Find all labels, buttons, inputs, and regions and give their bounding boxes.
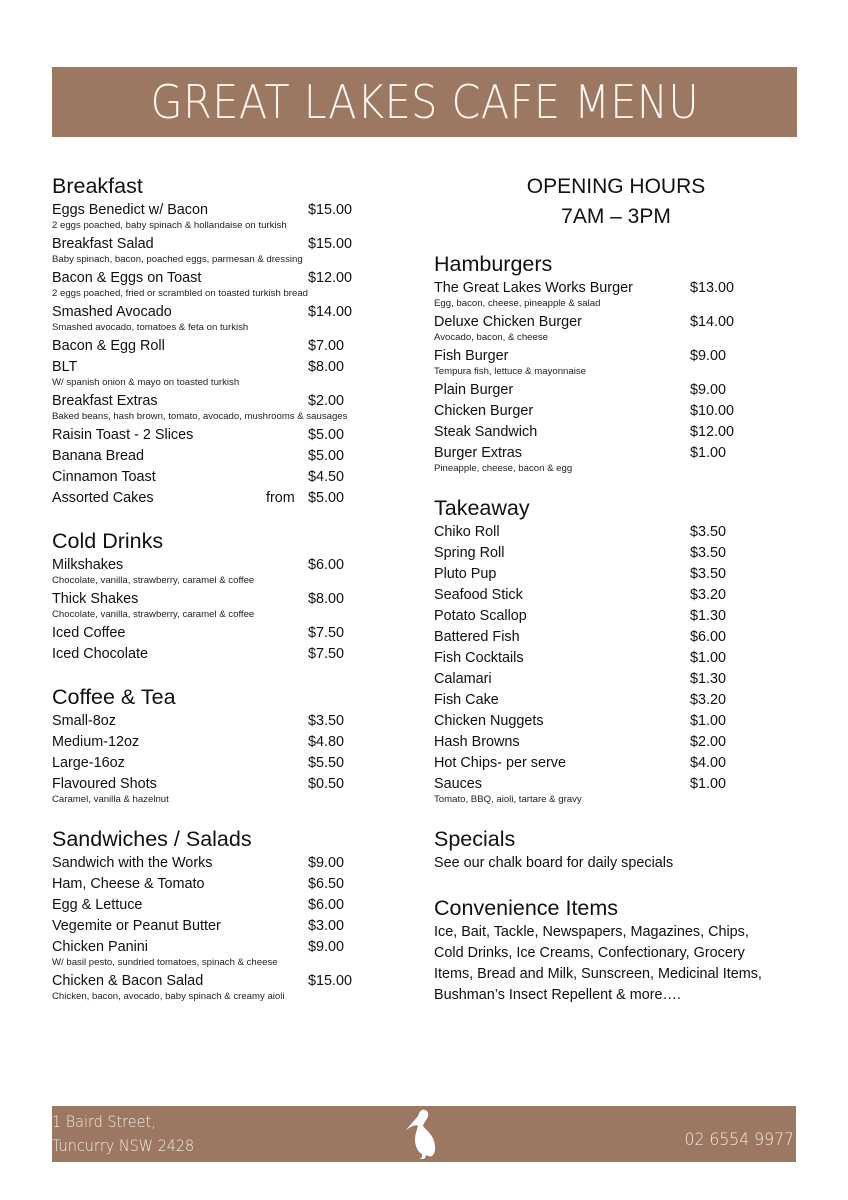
specials-text: See our chalk board for daily specials: [434, 855, 674, 871]
item-name: Burger Extras: [434, 445, 522, 461]
item-name: Banana Bread: [52, 448, 145, 464]
item-description: Smashed avocado, tomatoes & feta on turkish: [52, 322, 249, 333]
menu-item: [434, 443, 804, 464]
item-name: Assorted Cakes: [52, 490, 154, 506]
item-price: $3.50: [690, 545, 727, 561]
item-description: Chocolate, vanilla, strawberry, caramel & coffee: [52, 609, 255, 620]
item-name: Egg & Lettuce: [52, 897, 143, 913]
menu-item: [434, 627, 804, 648]
menu-item: [434, 732, 804, 753]
item-name: Eggs Benedict w/ Bacon: [52, 202, 208, 218]
section-title: Sandwiches / Salads: [52, 827, 252, 851]
item-price: $1.00: [690, 650, 727, 666]
item-name: Chicken Nuggets: [434, 713, 544, 729]
menu-item: [52, 488, 382, 509]
item-price: $5.50: [308, 755, 345, 771]
item-price: $12.00: [690, 424, 735, 440]
menu-item: [434, 564, 804, 585]
menu-item: [52, 874, 382, 895]
item-description: Tomato, BBQ, aioli, tartare & gravy: [434, 794, 582, 805]
item-price: $3.50: [690, 524, 727, 540]
item-price: $2.00: [690, 734, 727, 750]
section-convenience: [434, 894, 804, 1006]
item-price: $7.50: [308, 646, 345, 662]
item-price: $3.50: [308, 713, 345, 729]
section-title: Convenience Items: [434, 896, 619, 920]
menu-item: [434, 648, 804, 669]
header-banner: [52, 67, 797, 137]
item-price: $7.00: [308, 338, 345, 354]
item-price: $6.50: [308, 876, 345, 892]
item-price: $9.00: [308, 855, 345, 871]
item-name: Fish Cocktails: [434, 650, 524, 666]
pelican-icon: [402, 1108, 444, 1160]
item-name: Breakfast Extras: [52, 393, 158, 409]
item-price: $14.00: [308, 304, 353, 320]
item-price: $6.00: [308, 557, 345, 573]
menu-item: [434, 669, 804, 690]
phone-number: 02 6554 9977: [684, 1130, 794, 1150]
item-name: Steak Sandwich: [434, 424, 538, 440]
item-name: Bacon & Egg Roll: [52, 338, 165, 354]
item-price: $1.00: [690, 776, 727, 792]
menu-item: [52, 623, 382, 644]
menu-item: [52, 937, 382, 958]
item-price: $1.00: [690, 713, 727, 729]
item-price: $5.00: [308, 490, 345, 506]
item-name: Potato Scallop: [434, 608, 527, 624]
item-name: The Great Lakes Works Burger: [434, 280, 633, 296]
menu-item: [434, 380, 804, 401]
item-name: Chicken Burger: [434, 403, 534, 419]
menu-item: [52, 446, 382, 467]
opening-hours-time: 7AM – 3PM: [561, 205, 671, 228]
item-name: Iced Chocolate: [52, 646, 148, 662]
menu-item: [52, 774, 382, 795]
menu-item: [52, 732, 382, 753]
convenience-line: Bushman’s Insect Repellent & more….: [434, 987, 681, 1003]
item-price: $10.00: [690, 403, 735, 419]
item-description: Chocolate, vanilla, strawberry, caramel & coffee: [52, 575, 255, 586]
item-price: $15.00: [308, 973, 353, 989]
item-name: Calamari: [434, 671, 492, 687]
section-breakfast: [52, 172, 382, 509]
menu-item: [52, 971, 382, 992]
item-name: Hot Chips- per serve: [434, 755, 566, 771]
item-name: Fish Burger: [434, 348, 509, 364]
menu-item: [52, 853, 382, 874]
section-title: Hamburgers: [434, 252, 553, 276]
item-price: $6.00: [308, 897, 345, 913]
item-name: Medium-12oz: [52, 734, 140, 750]
item-price: $7.50: [308, 625, 345, 641]
item-name: Deluxe Chicken Burger: [434, 314, 582, 330]
section-title: Takeaway: [434, 496, 530, 520]
right-sections: [434, 250, 804, 807]
item-price: $9.00: [308, 939, 345, 955]
item-name: Plain Burger: [434, 382, 514, 398]
menu-item: [52, 753, 382, 774]
item-name: Iced Coffee: [52, 625, 126, 641]
menu-item: [434, 346, 804, 367]
menu-title: GREAT LAKES CAFE MENU: [150, 75, 699, 129]
section-cold-drinks: [52, 527, 382, 665]
section-title: Coffee & Tea: [52, 685, 176, 709]
menu-item: [52, 268, 382, 289]
opening-hours: [434, 172, 798, 232]
section-title: Cold Drinks: [52, 529, 164, 553]
item-price: $15.00: [308, 236, 353, 252]
item-name: Small-8oz: [52, 713, 116, 729]
item-price: $15.00: [308, 202, 353, 218]
menu-item: [434, 312, 804, 333]
item-price: $4.50: [308, 469, 345, 485]
address: [52, 1110, 194, 1158]
item-description: 2 eggs poached, baby spinach & hollandaise on turkish: [52, 220, 287, 231]
menu-item: [52, 644, 382, 665]
menu-item: [52, 357, 382, 378]
section-sandwiches-salads: [52, 825, 382, 1004]
menu-item: [434, 522, 804, 543]
item-price: $9.00: [690, 348, 727, 364]
menu-item: [434, 543, 804, 564]
item-description: 2 eggs poached, fried or scrambled on toasted turkish bread: [52, 288, 308, 299]
menu-item: [434, 585, 804, 606]
menu-item: [434, 422, 804, 443]
item-description: Baby spinach, bacon, poached eggs, parmesan & dressing: [52, 254, 303, 265]
item-price: $4.00: [690, 755, 727, 771]
section-specials: [434, 825, 804, 874]
left-column: [52, 172, 382, 1022]
item-name: Thick Shakes: [52, 591, 139, 607]
item-name: Fish Cake: [434, 692, 499, 708]
price-prefix: from: [266, 490, 295, 506]
address-line: 1 Baird Street,: [52, 1112, 156, 1131]
item-name: Raisin Toast - 2 Slices: [52, 427, 194, 443]
item-name: Large-16oz: [52, 755, 125, 771]
menu-item: [52, 895, 382, 916]
menu-item: [52, 234, 382, 255]
item-price: $1.30: [690, 671, 727, 687]
item-name: Milkshakes: [52, 557, 124, 573]
item-price: $14.00: [690, 314, 735, 330]
item-price: $8.00: [308, 359, 345, 375]
item-price: $4.80: [308, 734, 345, 750]
section-title: Specials: [434, 827, 516, 851]
item-name: BLT: [52, 359, 78, 375]
item-name: Chicken Panini: [52, 939, 148, 955]
item-price: $6.00: [690, 629, 727, 645]
item-name: Pluto Pup: [434, 566, 497, 582]
item-name: Vegemite or Peanut Butter: [52, 918, 221, 934]
item-name: Flavoured Shots: [52, 776, 157, 792]
item-name: Seafood Stick: [434, 587, 523, 603]
item-description: W/ spanish onion & mayo on toasted turkish: [52, 377, 240, 388]
item-price: $1.30: [690, 608, 727, 624]
item-price: $9.00: [690, 382, 727, 398]
item-name: Spring Roll: [434, 545, 505, 561]
item-description: Avocado, bacon, & cheese: [434, 332, 548, 343]
item-description: Pineapple, cheese, bacon & egg: [434, 463, 573, 474]
menu-item: [52, 711, 382, 732]
section-title: Breakfast: [52, 174, 143, 198]
item-price: $3.20: [690, 587, 727, 603]
item-name: Bacon & Eggs on Toast: [52, 270, 202, 286]
menu-item: [52, 589, 382, 610]
item-name: Chicken & Bacon Salad: [52, 973, 204, 989]
menu-item: [52, 425, 382, 446]
item-description: Baked beans, hash brown, tomato, avocado, mushrooms & sausages: [52, 411, 348, 422]
item-price: $5.00: [308, 448, 345, 464]
menu-item: [52, 391, 382, 412]
item-description: W/ basil pesto, sundried tomatoes, spinach & cheese: [52, 957, 278, 968]
convenience-line: Ice, Bait, Tackle, Newspapers, Magazines, Chips,: [434, 924, 749, 940]
item-price: $13.00: [690, 280, 735, 296]
item-description: Egg, bacon, cheese, pineapple & salad: [434, 298, 601, 309]
item-description: Tempura fish, lettuce & mayonnaise: [434, 366, 586, 377]
section-takeaway: [434, 494, 804, 807]
footer-banner: [52, 1106, 796, 1162]
menu-item: [52, 916, 382, 937]
item-price: $3.20: [690, 692, 727, 708]
item-name: Battered Fish: [434, 629, 520, 645]
menu-item: [434, 753, 804, 774]
item-name: Sauces: [434, 776, 482, 792]
item-price: $5.00: [308, 427, 345, 443]
section-hamburgers: [434, 250, 804, 476]
menu-item: [52, 555, 382, 576]
menu-item: [434, 774, 804, 795]
item-name: Hash Browns: [434, 734, 520, 750]
menu-item: [434, 278, 804, 299]
menu-item: [434, 401, 804, 422]
menu-item: [52, 336, 382, 357]
item-description: Chicken, bacon, avocado, baby spinach & creamy aioli: [52, 991, 285, 1002]
item-name: Cinnamon Toast: [52, 469, 156, 485]
item-price: $3.00: [308, 918, 345, 934]
item-name: Smashed Avocado: [52, 304, 172, 320]
menu-item: [434, 690, 804, 711]
item-price: $12.00: [308, 270, 353, 286]
item-price: $2.00: [308, 393, 345, 409]
item-price: $3.50: [690, 566, 727, 582]
convenience-line: Cold Drinks, Ice Creams, Confectionary, Grocery: [434, 945, 745, 961]
item-name: Breakfast Salad: [52, 236, 154, 252]
right-column: [434, 172, 804, 1024]
item-name: Sandwich with the Works: [52, 855, 213, 871]
menu-item: [52, 200, 382, 221]
item-price: $0.50: [308, 776, 345, 792]
menu-item: [52, 302, 382, 323]
item-description: Caramel, vanilla & hazelnut: [52, 794, 169, 805]
item-price: $8.00: [308, 591, 345, 607]
item-price: $1.00: [690, 445, 727, 461]
convenience-line: Items, Bread and Milk, Sunscreen, Medicinal Items,: [434, 966, 762, 982]
menu-item: [434, 711, 804, 732]
menu-item: [52, 467, 382, 488]
item-name: Ham, Cheese & Tomato: [52, 876, 205, 892]
address-line: Tuncurry NSW 2428: [52, 1136, 195, 1155]
menu-item: [434, 606, 804, 627]
opening-hours-label: OPENING HOURS: [526, 175, 706, 198]
item-name: Chiko Roll: [434, 524, 500, 540]
section-coffee-tea: [52, 683, 382, 807]
